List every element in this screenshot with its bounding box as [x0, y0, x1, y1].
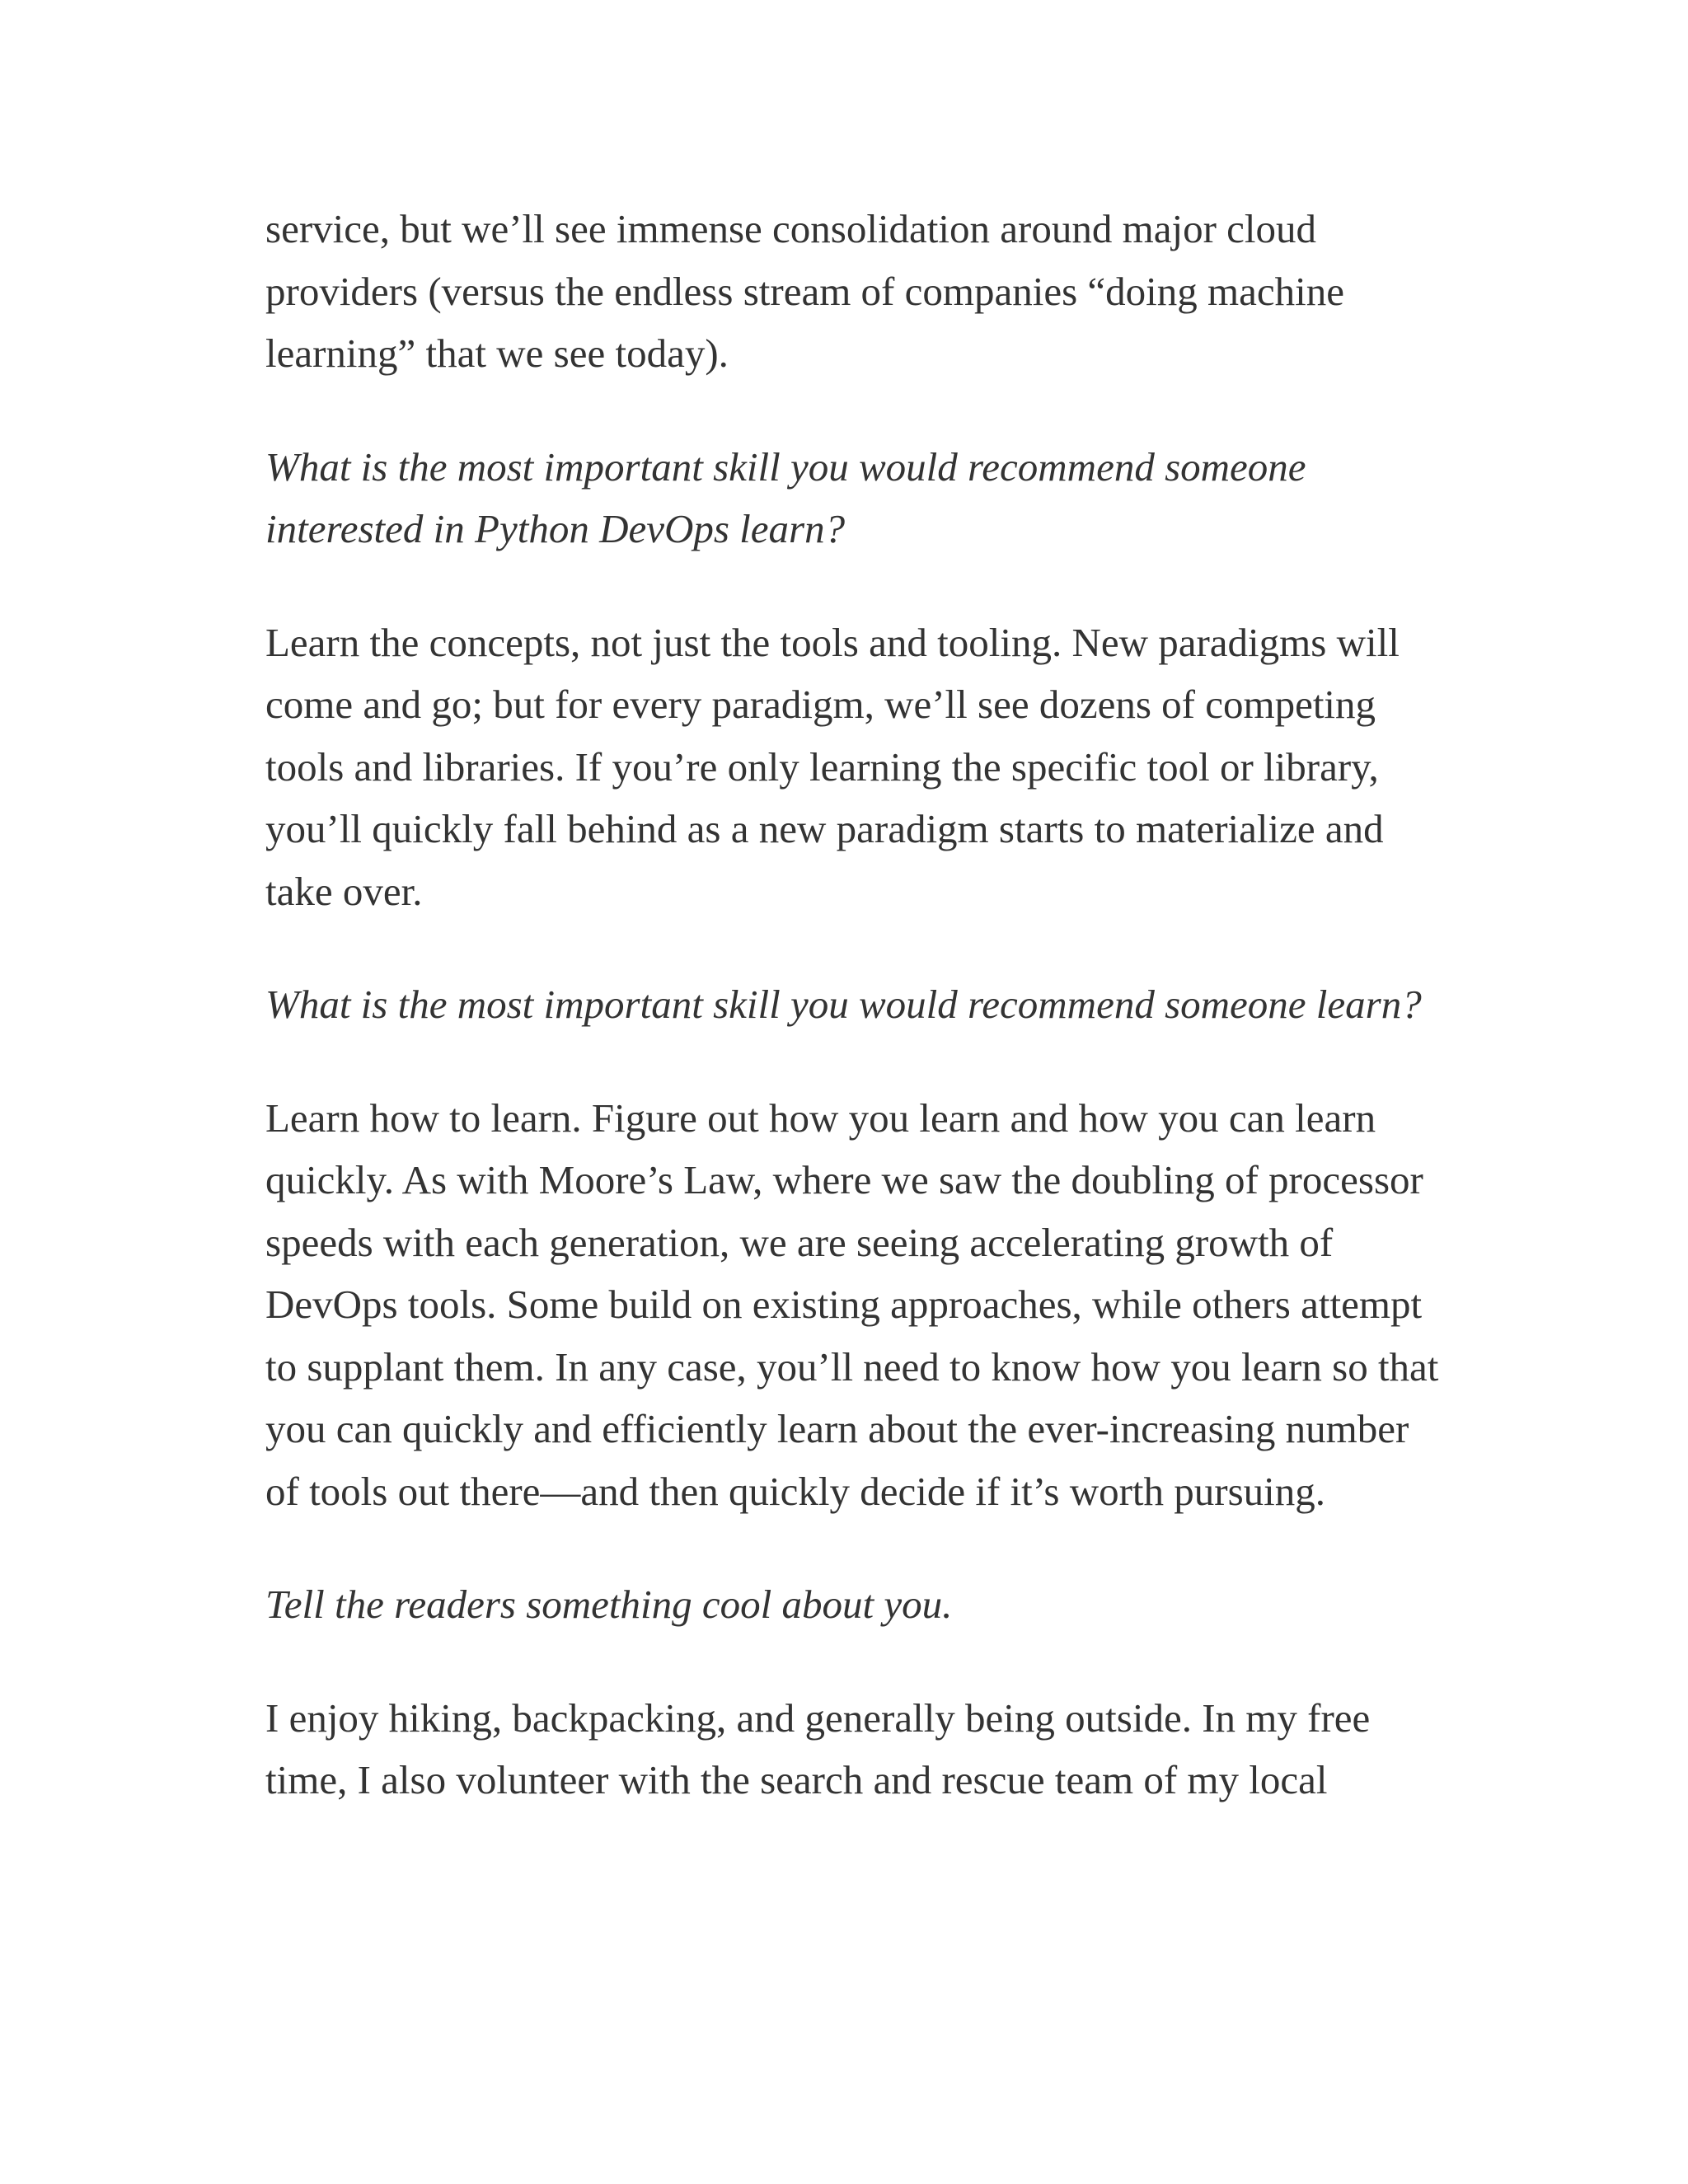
interview-question: Tell the readers something cool about you.: [265, 1582, 953, 1627]
interview-question: What is the most important skill you would recommend someone learn?: [265, 982, 1422, 1027]
interview-question: What is the most important skill you would recommend someone interested in Python DevOps learn?: [265, 443, 1306, 551]
answer-paragraph: Learn the concepts, not just the tools and tooling. New paradigms will come and go; but for every paradigm, we’ll see dozens of competing tools and libraries. If you’re only learning the specific tool or library, you’ll quickly fall behind as a new paradigm starts to materialize and take over.: [265, 619, 1400, 914]
answer-paragraph: Learn how to learn. Figure out how you learn and how you can learn quickly. As with Moore’s Law, where we saw the doubling of processor speeds with each generation, we are seeing accelerating growth of DevOps tools. Some build on existing approaches, while others attempt to supplant them. In any case, you’ll need to know how you learn so that you can quickly and efficiently learn about the ever-increasing number of tools out there—and then quickly decide if it’s worth pursuing.: [265, 1094, 1439, 1514]
article-body: [265, 198, 1440, 1811]
answer-paragraph: service, but we’ll see immense consolidation around major cloud providers (versus the endless stream of companies “doing machine learning” that we see today).: [265, 206, 1345, 376]
answer-paragraph: I enjoy hiking, backpacking, and generally being outside. In my free time, I also volunteer with the search and rescue team of my local: [265, 1694, 1371, 1802]
